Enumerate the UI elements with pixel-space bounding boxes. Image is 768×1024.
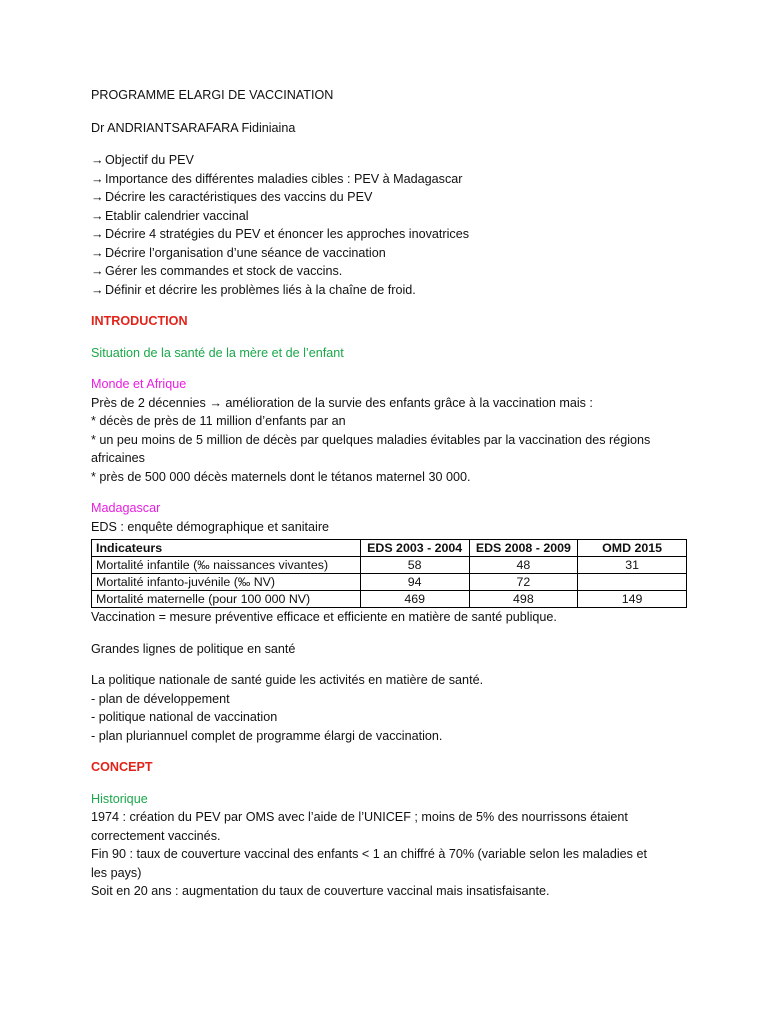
monde-line: * un peu moins de 5 million de décès par quelques maladies évitables par la vaccination des régions	[91, 432, 651, 447]
arrow-right-icon: →	[91, 245, 104, 260]
objective-item: →Gérer les commandes et stock de vaccins.	[91, 262, 691, 281]
objective-item: →Objectif du PEV	[91, 151, 691, 170]
document-title: PROGRAMME ELARGI DE VACCINATION	[91, 88, 334, 102]
historique-line: les pays)	[91, 865, 142, 880]
monde-heading: Monde et Afrique	[91, 377, 187, 391]
arrow-right-icon: →	[91, 282, 104, 297]
document-page	[91, 86, 691, 901]
arrow-right-icon: →	[91, 264, 104, 278]
table-cell: 94	[360, 574, 469, 591]
table-row	[92, 557, 687, 574]
table-cell: Mortalité infantile (‰ naissances vivantes)	[92, 557, 361, 574]
objective-item: →Décrire les caractéristiques des vaccins du PEV	[91, 188, 691, 207]
monde-line: africaines	[91, 451, 145, 465]
politique-heading: Grandes lignes de politique en santé	[91, 641, 296, 656]
arrow-right-icon: →	[91, 208, 104, 223]
author-line: Dr ANDRIANTSARAFARA Fidiniaina	[91, 120, 296, 135]
objective-item: →Décrire 4 stratégies du PEV et énoncer les approches inovatrices	[91, 225, 691, 244]
table-header-cell: EDS 2003 - 2004	[360, 540, 469, 557]
arrow-right-icon: →	[91, 190, 104, 204]
table-cell	[578, 574, 687, 591]
eds-definition: EDS : enquête démographique et sanitaire	[91, 519, 330, 534]
objective-item: →Etablir calendrier vaccinal	[91, 207, 691, 226]
politique-line: - plan de développement	[91, 691, 230, 706]
historique-line: 1974 : création du PEV par OMS avec l’aide de l’UNICEF ; moins de 5% des nourrissons étaient	[91, 810, 628, 824]
monde-line: * près de 500 000 décès maternels dont le tétanos maternel 30 000.	[91, 469, 471, 484]
table-cell: 469	[360, 591, 469, 608]
historique-line: Fin 90 : taux de couverture vaccinal des enfants < 1 an chiffré à 70% (variable selon les maladies et	[91, 847, 647, 861]
politique-line: - politique national de vaccination	[91, 710, 278, 724]
table-cell: 498	[469, 591, 578, 608]
table-cell: Mortalité infanto-juvénile (‰ NV)	[92, 574, 361, 591]
table-cell: 31	[578, 557, 687, 574]
historique-line: Soit en 20 ans : augmentation du taux de couverture vaccinal mais insatisfaisante.	[91, 884, 550, 898]
table-cell: 48	[469, 557, 578, 574]
monde-line: Près de 2 décennies → amélioration de la survie des enfants grâce à la vaccination mais :	[91, 395, 593, 410]
objective-item: →Décrire l’organisation d’une séance de vaccination	[91, 244, 691, 263]
politique-line: - plan pluriannuel complet de programme élargi de vaccination.	[91, 728, 443, 743]
table-cell: 72	[469, 574, 578, 591]
table-row	[92, 591, 687, 608]
introduction-subheading: Situation de la santé de la mère et de l’enfant	[91, 345, 344, 360]
objective-item: →Importance des différentes maladies cibles : PEV à Madagascar	[91, 170, 691, 189]
arrow-right-icon: →	[91, 153, 104, 167]
historique-line: correctement vaccinés.	[91, 828, 221, 843]
arrow-right-icon: →	[91, 227, 104, 241]
indicators-table	[91, 539, 687, 608]
arrow-right-icon: →	[91, 171, 104, 186]
introduction-heading: INTRODUCTION	[91, 314, 188, 328]
historique-heading: Historique	[91, 791, 148, 806]
table-header-cell: EDS 2008 - 2009	[469, 540, 578, 557]
concept-heading: CONCEPT	[91, 760, 153, 774]
objectives-list	[91, 151, 691, 299]
table-cell: 58	[360, 557, 469, 574]
monde-line: * décès de près de 11 million d’enfants par an	[91, 414, 346, 428]
table-header-cell: OMD 2015	[578, 540, 687, 557]
table-row	[92, 574, 687, 591]
table-header-cell: Indicateurs	[92, 540, 361, 557]
politique-line: La politique nationale de santé guide les activités en matière de santé.	[91, 673, 484, 687]
table-header-row	[92, 540, 687, 557]
madagascar-heading: Madagascar	[91, 501, 161, 515]
table-cell: 149	[578, 591, 687, 608]
table-cell: Mortalité maternelle (pour 100 000 NV)	[92, 591, 361, 608]
objective-item: →Définir et décrire les problèmes liés à la chaîne de froid.	[91, 281, 691, 300]
vaccination-note: Vaccination = mesure préventive efficace et efficiente en matière de santé publique.	[91, 610, 557, 624]
